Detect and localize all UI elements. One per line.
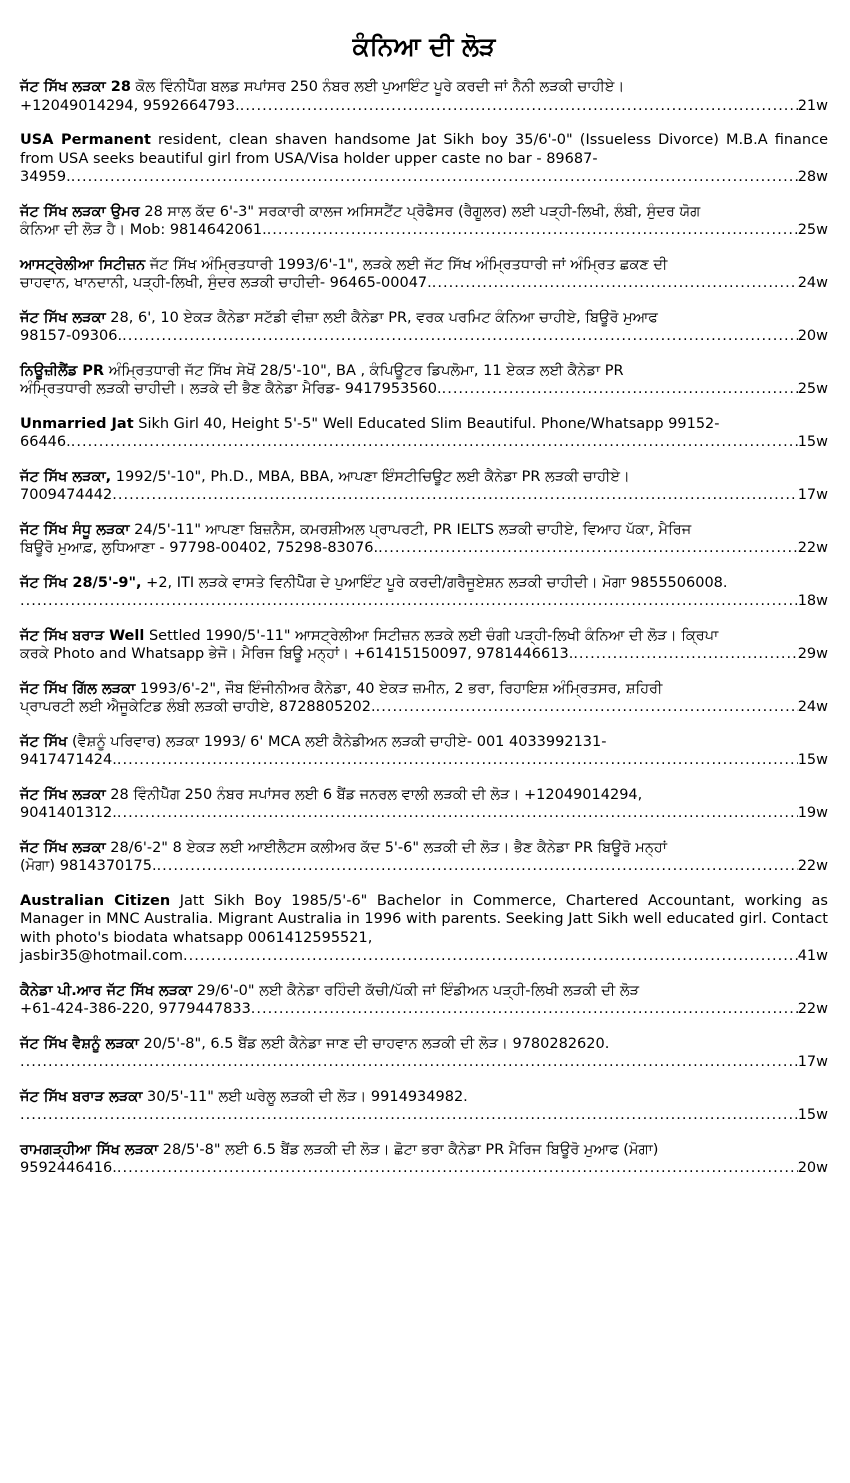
ad-footer — [20, 592, 828, 611]
classified-ad — [20, 131, 828, 187]
ad-footer — [20, 1159, 828, 1178]
dot-leader — [20, 1053, 798, 1072]
dot-leader — [20, 592, 798, 611]
ad-body — [20, 256, 828, 275]
ad-footer — [20, 97, 828, 116]
dot-leader — [122, 327, 798, 346]
ad-text: 1992/5'-10", Ph.D., MBA, BBA, ਆਪਣਾ ਇੰਸਟੀਚਿਊਟ ਲਈ ਕੈਨੇਡਾ PR ਲੜਕੀ ਚਾਹੀਏ। — [111, 468, 630, 485]
ad-body — [20, 1035, 828, 1054]
ad-headline: ਜੱਟ ਸਿੱਖ ਵੈਸ਼ਨੂੰ ਲੜਕਾ — [20, 1035, 139, 1052]
ad-text: 29/6'-0" ਲਈ ਕੈਨੇਡਾ ਰਹਿੰਦੀ ਕੱਚੀ/ਪੱਕੀ ਜਾਂ ਇੰਡੀਅਨ ਪੜ੍ਹੀ-ਲਿਖੀ ਲੜਕੀ ਦੀ ਲੋੜ — [192, 982, 640, 999]
word-count-code: 22w — [797, 1001, 828, 1017]
ad-footer — [20, 804, 828, 823]
classified-ad — [20, 680, 828, 717]
ad-contact: ਕਰਕੇ Photo and Whatsapp ਭੇਜੋ। ਮੈਰਿਜ ਬਿਊ ਮਨ੍ਹਾਂ। +61415150097, 9781446613. — [20, 646, 574, 662]
ad-footer — [20, 1053, 828, 1072]
ad-headline: ਜੱਟ ਸਿੱਖ ਬਰਾੜ ਲੜਕਾ — [20, 1088, 143, 1105]
word-count-code: 20w — [797, 1160, 828, 1176]
ad-headline: ਜੱਟ ਸਿੱਖ ਬਰਾੜ Well — [20, 627, 145, 644]
ad-headline: ਜੱਟ ਸਿੱਖ ਲੜਕਾ, — [20, 468, 112, 485]
ad-footer — [20, 1000, 828, 1019]
ad-contact: (ਮੋਗਾ) 9814370175. — [20, 858, 157, 874]
classified-ad — [20, 786, 828, 823]
ad-headline: ਜੱਟ ਸਿੱਖ ਸੰਧੂ ਲੜਕਾ — [20, 521, 130, 538]
classified-ad — [20, 362, 828, 399]
ad-headline: ਆਸਟ੍ਰੇਲੀਆ ਸਿਟੀਜ਼ਨ — [20, 256, 146, 273]
ads-list — [20, 78, 828, 1178]
ad-footer — [20, 327, 828, 346]
page-title: ਕੰਨਿਆ ਦੀ ਲੋੜ — [352, 32, 496, 61]
classified-ad — [20, 309, 828, 346]
ad-contact: 7009474442 — [20, 487, 113, 503]
classified-ad — [20, 892, 828, 966]
dot-leader — [251, 1000, 798, 1019]
ad-body — [20, 733, 828, 752]
ad-footer — [20, 486, 828, 505]
ad-contact: ਬਿਊਰੋ ਮੁਆਫ਼, ਲੁਧਿਆਣਾ - 97798-00402, 75298-83076. — [20, 540, 379, 556]
dot-leader — [240, 97, 798, 116]
ad-body — [20, 892, 828, 948]
ad-text: 28/5'-8" ਲਈ 6.5 ਬੈਂਡ ਲੜਕੀ ਦੀ ਲੋੜ। ਛੋਟਾ ਭਰਾ ਕੈਨੇਡਾ PR ਮੈਰਿਜ ਬਿਊਰੋ ਮੁਆਫ (ਮੋਗਾ) — [158, 1141, 659, 1158]
dot-leader — [117, 1159, 798, 1178]
ad-text: ਜੱਟ ਸਿੱਖ ਅੰਮ੍ਰਿਤਧਾਰੀ 1993/6'-1", ਲੜਕੇ ਲਈ ਜੱਟ ਸਿੱਖ ਅੰਮ੍ਰਿਤਧਾਰੀ ਜਾਂ ਅੰਮ੍ਰਿਤ ਛਕਣ ਦੀ — [145, 256, 668, 273]
ad-footer — [20, 168, 828, 187]
word-count-code: 17w — [797, 487, 828, 503]
dot-leader — [71, 168, 798, 187]
ad-footer — [20, 274, 828, 293]
ad-text: ਕੋਲ ਵਿੰਨੀਪੈੱਗ ਬਲਡ ਸਪਾਂਸਰ 250 ਨੰਬਰ ਲਈ ਪੁਆਇੰਟ ਪੂਰੇ ਕਰਦੀ ਜਾਂ ਨੈਨੀ ਲੜਕੀ ਚਾਹੀਏ। — [130, 79, 625, 95]
ad-body — [20, 680, 828, 699]
word-count-code: 41w — [797, 948, 828, 964]
ad-body — [20, 982, 828, 1001]
word-count-code: 28w — [797, 169, 828, 185]
ad-headline: ਜੱਟ ਸਿੱਖ ਗਿੱਲ ਲੜਕਾ — [20, 680, 136, 697]
ad-headline: Australian Citizen — [20, 892, 171, 909]
ad-footer — [20, 221, 828, 240]
ad-footer — [20, 698, 828, 717]
ad-footer — [20, 1106, 828, 1125]
ad-contact: 66446. — [20, 434, 71, 450]
ad-text: 28/6'-2" 8 ਏਕੜ ਲਈ ਆਈਲੈਟਸ ਕਲੀਅਰ ਕੱਦ 5'-6" ਲੜਕੀ ਦੀ ਲੋੜ। ਭੈਣ ਕੈਨੇਡਾ PR ਬਿਊਰੋ ਮਨ੍ਹਾਂ — [105, 839, 667, 856]
dot-leader — [117, 804, 798, 823]
ad-text: 28 ਵਿੰਨੀਪੈੱਗ 250 ਨੰਬਰ ਸਪਾਂਸਰ ਲਈ 6 ਬੈਂਡ ਜਨਰਲ ਵਾਲੀ ਲੜਕੀ ਦੀ ਲੋੜ। +12049014294, — [105, 786, 643, 803]
ad-body — [20, 203, 828, 222]
ad-text: Settled 1990/5'-11" ਆਸਟ੍ਰੇਲੀਆ ਸਿਟੀਜ਼ਨ ਲੜਕੇ ਲਈ ਚੰਗੀ ਪੜ੍ਹੀ-ਲਿਖੀ ਕੰਨਿਆ ਦੀ ਲੋੜ। ਕ੍ਰਿਪਾ — [144, 627, 719, 644]
classified-ad — [20, 574, 828, 611]
dot-leader — [378, 539, 798, 558]
classified-ad — [20, 468, 828, 505]
ad-body — [20, 839, 828, 858]
ad-headline: ਕੈਨੇਡਾ ਪੀ.ਆਰ ਜੱਟ ਸਿੱਖ ਲੜਕਾ — [20, 982, 193, 999]
ad-headline: ਜੱਟ ਸਿੱਖ ਲੜਕਾ 28 — [20, 79, 131, 95]
ad-text: 1993/6'-2", ਜੌਬ ਇੰਜੀਨੀਅਰ ਕੈਨੇਡਾ, 40 ਏਕੜ ਜ਼ਮੀਨ, 2 ਭਰਾ, ਰਿਹਾਇਸ਼ ਅੰਮ੍ਰਿਤਸਰ, ਸ਼ਹਿਰੀ — [135, 680, 663, 697]
classified-ad — [20, 839, 828, 876]
ad-text: (ਵੈਸ਼ਨੂੰ ਪਰਿਵਾਰ) ਲੜਕਾ 1993/ 6' MCA ਲਈ ਕੈਨੇਡੀਅਨ ਲੜਕੀ ਚਾਹੀਏ- 001 4033992131- — [67, 733, 607, 750]
ad-text: ਅੰਮ੍ਰਿਤਧਾਰੀ ਜੱਟ ਸਿੱਖ ਸੇਖੋਂ 28/5'-10", BA , ਕੰਪਿਊਟਰ ਡਿਪਲੋਮਾ, 11 ਏਕੜ ਲਈ ਕੈਨੇਡਾ PR — [104, 362, 624, 379]
ad-contact: jasbir35@hotmail.com — [20, 948, 184, 964]
ad-text: Jatt Sikh Boy 1985/5'-6" Bachelor in Commerce, Chartered Accountant, working as Manager in MNC Australia. Migrant Australia in 1996 with parents. Seeking Jatt Sikh well educated girl. Contact with photo's biodata whatsapp 0061412595521, — [20, 892, 828, 946]
word-count-code: 19w — [797, 805, 828, 821]
word-count-code: 15w — [797, 434, 828, 450]
word-count-code: 24w — [797, 275, 828, 291]
ad-body — [20, 415, 828, 434]
ad-headline: ਨਿਊਜ਼ੀਲੈਂਡ PR — [20, 362, 105, 379]
ad-body — [20, 627, 828, 646]
ad-headline: ਜੱਟ ਸਿੱਖ — [20, 733, 68, 750]
ad-contact: 9592446416. — [20, 1160, 117, 1176]
classified-ad — [20, 1088, 828, 1125]
ad-footer — [20, 751, 828, 770]
ad-headline: Unmarried Jat — [20, 415, 134, 432]
ad-contact: 98157-09306. — [20, 328, 123, 344]
dot-leader — [183, 947, 798, 966]
ad-contact: ਕੰਨਿਆ ਦੀ ਲੋੜ ਹੈ। Mob: 9814642061. — [20, 222, 267, 238]
ad-body — [20, 131, 828, 168]
classified-ad — [20, 256, 828, 293]
ad-contact: 34959. — [20, 169, 71, 185]
ad-footer — [20, 947, 828, 966]
ad-text: 28 ਸਾਲ ਕੱਦ 6'-3" ਸਰਕਾਰੀ ਕਾਲਜ ਅਸਿਸਟੈਂਟ ਪ੍ਰੋਫੈਸਰ (ਰੈਗੂਲਰ) ਲਈ ਪੜ੍ਹੀ-ਲਿਖੀ, ਲੰਬੀ, ਸੁੰਦਰ ਯੋਗ — [139, 203, 701, 220]
classified-ad — [20, 1035, 828, 1072]
ad-body — [20, 1141, 828, 1160]
ad-body — [20, 78, 828, 97]
word-count-code: 25w — [797, 222, 828, 238]
dot-leader — [267, 221, 798, 240]
word-count-code: 20w — [797, 328, 828, 344]
word-count-code: 17w — [797, 1054, 828, 1070]
ad-headline: ਜੱਟ ਸਿੱਖ ਲੜਕਾ — [20, 839, 106, 856]
ad-footer — [20, 380, 828, 399]
word-count-code: 22w — [797, 858, 828, 874]
ad-text: 24/5'-11" ਆਪਣਾ ਬਿਜ਼ਨੈਸ, ਕਮਰਸ਼ੀਅਲ ਪ੍ਰਾਪਰਟੀ, PR IELTS ਲੜਕੀ ਚਾਹੀਏ, ਵਿਆਹ ਪੱਕਾ, ਮੈਰਿਜ — [129, 521, 692, 538]
ad-headline: ਜੱਟ ਸਿੱਖ 28/5'-9", — [20, 574, 142, 591]
ad-text: +2, ITI ਲੜਕੇ ਵਾਸਤੇ ਵਿਨੀਪੈੱਗ ਦੇ ਪੁਆਇੰਟ ਪੂਰੇ ਕਰਦੀ/ਗਰੈਜੂਏਸ਼ਨ ਲੜਕੀ ਚਾਹੀਦੀ। ਮੋਗਾ 9855506008. — [141, 574, 728, 591]
ad-contact: 9041401312. — [20, 805, 117, 821]
word-count-code: 22w — [797, 540, 828, 556]
ad-text: 20/5'-8", 6.5 ਬੈਂਡ ਲਈ ਕੈਨੇਡਾ ਜਾਣ ਦੀ ਚਾਹਵਾਨ ਲੜਕੀ ਦੀ ਲੋੜ। 9780282620. — [138, 1035, 610, 1052]
dot-leader — [442, 380, 798, 399]
word-count-code: 15w — [797, 752, 828, 768]
word-count-code: 29w — [797, 646, 828, 662]
ad-body — [20, 786, 828, 805]
word-count-code: 15w — [797, 1107, 828, 1123]
ad-text: 28, 6', 10 ਏਕੜ ਕੈਨੇਡਾ ਸਟੱਡੀ ਵੀਜ਼ਾ ਲਈ ਕੈਨੇਡਾ PR, ਵਰਕ ਪਰਮਿਟ ਕੰਨਿਆ ਚਾਹੀਏ, ਬਿਊਰੋ ਮੁਆਫ — [105, 309, 658, 326]
classified-ad — [20, 733, 828, 770]
word-count-code: 18w — [797, 593, 828, 609]
ad-body — [20, 521, 828, 540]
classified-ad — [20, 982, 828, 1019]
ad-contact: ਚਾਹਵਾਨ, ਖਾਨਦਾਨੀ, ਪੜ੍ਹੀ-ਲਿਖੀ, ਸੁੰਦਰ ਲੜਕੀ ਚਾਹੀਦੀ- 96465-00047. — [20, 275, 432, 291]
word-count-code: 21w — [797, 97, 828, 114]
ad-headline: ਜੱਟ ਸਿੱਖ ਲੜਕਾ — [20, 309, 106, 326]
ad-text: Sikh Girl 40, Height 5'-5" Well Educated Slim Beautiful. Phone/Whatsapp 99152- — [133, 415, 720, 432]
ad-text: resident, clean shaven handsome Jat Sikh boy 35/6'-0" (Issueless Divorce) M.B.A finance from USA seeks beautiful girl from USA/Visa holder upper caste no bar - 89687- — [20, 132, 829, 167]
classified-ad — [20, 415, 828, 452]
dot-leader — [112, 486, 797, 505]
ad-contact: 9417471424. — [20, 752, 117, 768]
ad-footer — [20, 539, 828, 558]
ad-body — [20, 468, 828, 487]
classified-ad — [20, 627, 828, 664]
ad-text: 30/5'-11" ਲਈ ਘਰੇਲੂ ਲੜਕੀ ਦੀ ਲੋੜ। 9914934982. — [142, 1088, 468, 1105]
ad-headline: USA Permanent — [20, 132, 151, 148]
ad-contact: +12049014294, 9592664793. — [20, 97, 240, 114]
ad-contact: ਪ੍ਰਾਪਰਟੀ ਲਈ ਐਜੂਕੇਟਿਡ ਲੰਬੀ ਲੜਕੀ ਚਾਹੀਏ, 8728805202. — [20, 699, 376, 715]
ad-footer — [20, 645, 828, 664]
ad-headline: ਜੱਟ ਸਿੱਖ ਲੜਕਾ ਉਮਰ — [20, 203, 140, 220]
ad-body — [20, 1088, 828, 1107]
dot-leader — [376, 698, 798, 717]
ad-headline: ਜੱਟ ਸਿੱਖ ਲੜਕਾ — [20, 786, 106, 803]
ad-footer — [20, 857, 828, 876]
word-count-code: 25w — [797, 381, 828, 397]
classified-ad — [20, 1141, 828, 1178]
word-count-code: 24w — [797, 699, 828, 715]
ad-body — [20, 362, 828, 381]
dot-leader — [432, 274, 798, 293]
dot-leader — [157, 857, 798, 876]
dot-leader — [117, 751, 798, 770]
dot-leader — [573, 645, 797, 664]
ad-contact: +61-424-386-220, 9779447833 — [20, 1001, 251, 1017]
classified-ad — [20, 521, 828, 558]
classified-ad — [20, 203, 828, 240]
dot-leader — [20, 1106, 798, 1125]
ad-contact: ਅੰਮ੍ਰਿਤਧਾਰੀ ਲੜਕੀ ਚਾਹੀਦੀ। ਲੜਕੇ ਦੀ ਭੈਣ ਕੈਨੇਡਾ ਮੈਰਿਡ- 9417953560. — [20, 381, 442, 397]
ad-body — [20, 309, 828, 328]
ad-headline: ਰਾਮਗੜ੍ਹੀਆ ਸਿੱਖ ਲੜਕਾ — [20, 1141, 159, 1158]
dot-leader — [71, 433, 798, 452]
ad-footer — [20, 433, 828, 452]
ad-body — [20, 574, 828, 593]
classified-ad — [20, 78, 828, 115]
